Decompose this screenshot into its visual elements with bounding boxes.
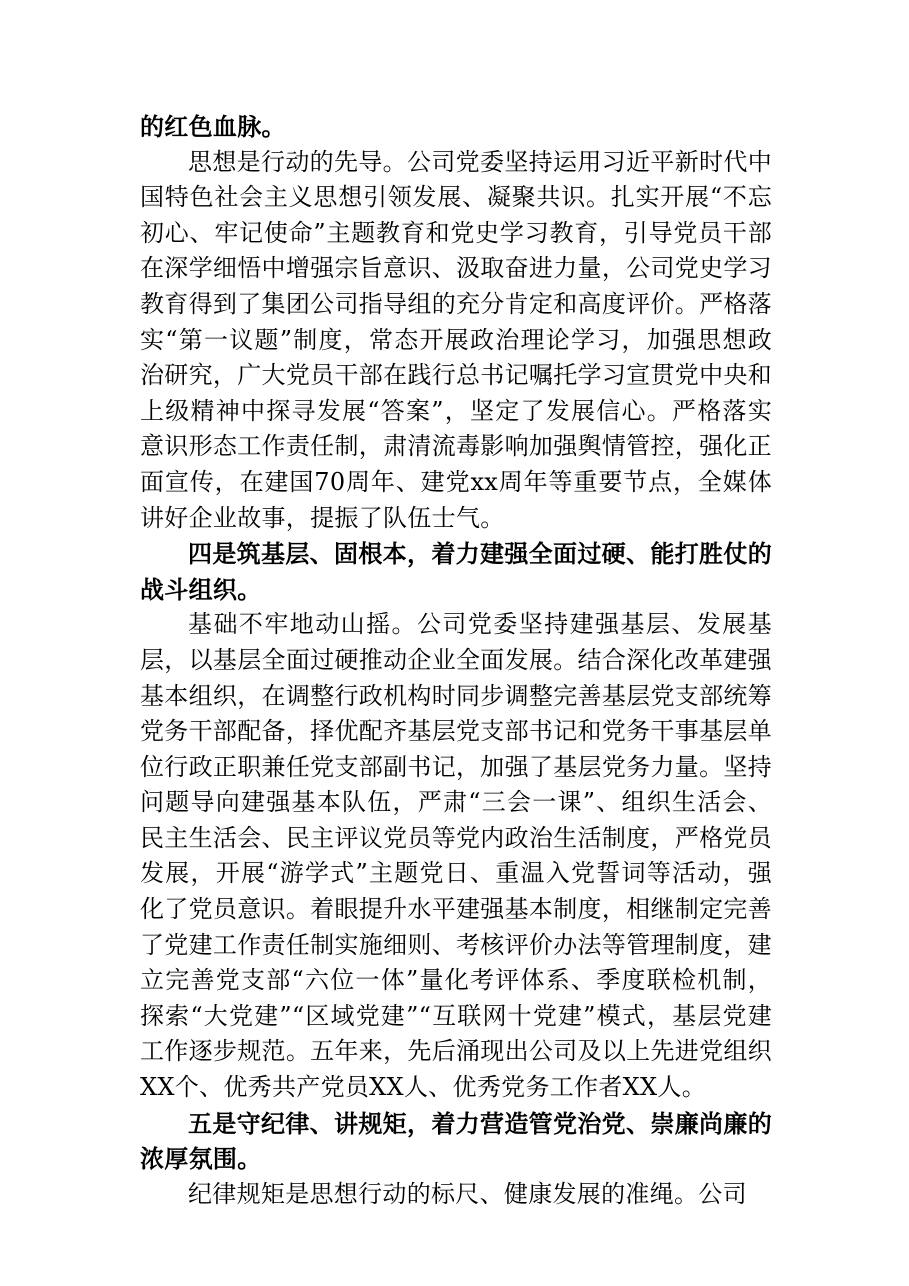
document-page: [140, 109, 772, 1212]
body-paragraph-foundation: 基础不牢地动山摇。公司党委坚持建强基层、发展基层，以基层全面过硬推动企业全面发展。结合深化改革建强基本组织，在调整行政机构时同步调整完善基层党支部统筹党务干部配备，择优配齐基层党支部书记和党务干事基层单位行政正职兼任党支部副书记，加强了基层党务力量。坚持问题导向建强基本队伍，严肃“三会一课”、组织生活会、民主生活会、民主评议党员等党内政治生活制度，严格党员发展，开展“游学式”主题党日、重温入党誓词等活动，强化了党员意识。着眼提升水平建强基本制度，相继制定完善了党建工作责任制实施细则、考核评价办法等管理制度，建立完善党支部“六位一体”量化考评体系、季度联检机制，探索“大党建”“区域党建”“互联网十党建”模式，基层党建工作逐步规范。五年来，先后涌现出公司及以上先进党组织XX个、优秀共产党员XX人、优秀党务工作者XX人。: [140, 610, 772, 1102]
body-paragraph-thought: 思想是行动的先导。公司党委坚持运用习近平新时代中国特色社会主义思想引领发展、凝聚共识。扎实开展“不忘初心、牢记使命”主题教育和党史学习教育，引导党员干部在深学细悟中增强宗旨意识、汲取奋进力量，公司党史学习教育得到了集团公司指导组的充分肯定和高度评价。严格落实“第一议题”制度，常态开展政治理论学习，加强思想政治研究，广大党员干部在践行总书记嘱托学习宣贯党中央和上级精神中探寻发展“答案”，坚定了发展信心。严格落实意识形态工作责任制，肃清流毒影响加强舆情管控，强化正面宣传，在建国70周年、建党xx周年等重要节点，全媒体讲好企业故事，提振了队伍士气。: [140, 147, 772, 532]
section-heading-four: 四是筑基层、固根本，着力建强全面过硬、能打胜仗的战斗组织。: [140, 539, 772, 604]
heading-continuation: 的红色血脉。: [140, 112, 286, 141]
body-paragraph-discipline: 纪律规矩是思想行动的标尺、健康发展的准绳。公司: [188, 1179, 747, 1208]
section-heading-five: 五是守纪律、讲规矩，着力营造管党治党、崇廉尚廉的浓厚氛围。: [140, 1108, 772, 1174]
